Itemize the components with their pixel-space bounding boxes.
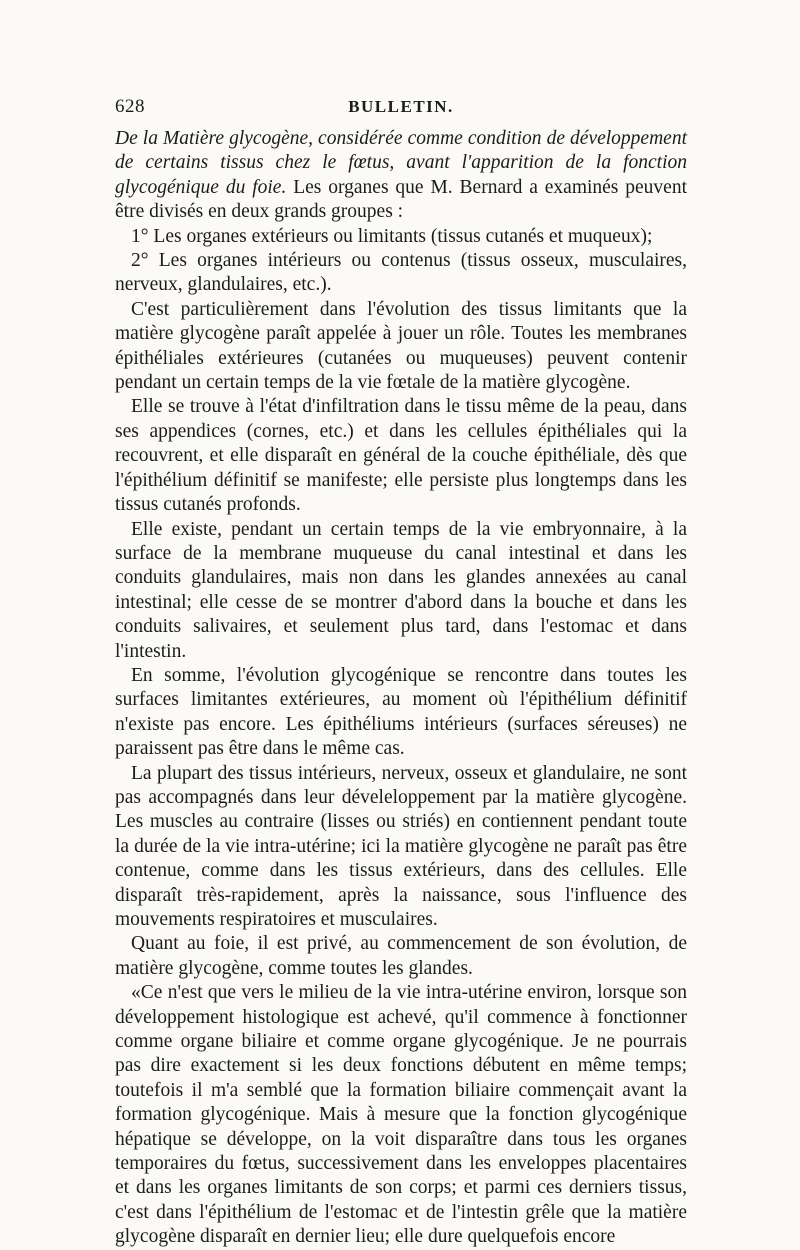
paragraph: En somme, l'évolution glycogénique se rencontre dans toutes les surfaces limitantes extérieures, au moment où l'épithélium définitif n'existe pas encore. Les épithéliums intérieurs (surfaces séreuses) ne paraissent pas être dans le même cas. [115,664,687,760]
paragraph: Quant au foie, il est privé, au commencement de son évolution, de matière glycogène, comme toutes les glandes. [115,933,687,979]
page-number: 628 [115,96,145,117]
paragraph: «Ce n'est que vers le milieu de la vie intra-utérine environ, lorsque son développement histologique est achevé, qu'il commence à fonctionner comme organe biliaire et comme organe glycogénique. Je ne pourrais pas dire exactement si les deux fonctions débutent en même temps; toutefois il m'a semblé que la formation biliaire commençait avant la formation glycogénique. Mais à mesure que la fonction glycogénique hépatique se développe, on la voit disparaître dans tous les organes temporaires du fœtus, successivement dans les enveloppes placentaires et dans les organes limitants de son corps; et parmi ces derniers tissus, c'est dans l'épithélium de l'estomac et de l'intestin grêle que la matière glycogène disparaît en dernier lieu; elle dure quelquefois encore [115,982,687,1248]
paragraph: La plupart des tissus intérieurs, nerveux, osseux et glandulaire, ne sont pas accompagnés dans leur déveleloppement par la matière glycogène. Les muscles au contraire (lisses ou striés) en contiennent pendant toute la durée de la vie intra-utérine; ici la matière glycogène ne paraît pas être contenue, comme dans les tissus extérieurs, dans des cellules. Elle disparaît très-rapidement, après la naissance, sous l'influence des mouvements respiratoires et musculaires. [115,762,687,930]
article-title: De la Matière glycogène, considérée comme condition de développement de certains tissus chez le fœtus, avant l'apparition de la fonction glycogénique du foie. [115,128,687,198]
paragraph: C'est particulièrement dans l'évolution des tissus limitants que la matière glycogène paraît appelée à jouer un rôle. Toutes les membranes épithéliales extérieures (cutanées ou muqueuses) peuvent contenir pendant un certain temps de la vie fœtale de la matière glycogène. [115,298,687,394]
paragraph: 2° Les organes intérieurs ou contenus (tissus osseux, musculaires, nerveux, glandulaires, etc.). [115,250,687,296]
paragraph-intro [115,127,687,225]
paragraph: Elle se trouve à l'état d'infiltration dans le tissu même de la peau, dans ses appendices (cornes, etc.) et dans les cellules épithéliales qui la recouvrent, et elle disparaît en général de la couche épithéliale, dès que l'épithélium définitif se manifeste; elle persiste plus longtemps dans les tissus cutanés profonds. [115,396,687,516]
paragraph: Elle existe, pendant un certain temps de la vie embryonnaire, à la surface de la membrane muqueuse du canal intestinal et dans les conduits glandulaires, mais non dans les glandes annexées au canal intestinal; elle cesse de se montrer d'abord dans la bouche et dans les conduits salivaires, et seulement plus tard, dans l'estomac et dans l'intestin. [115,518,687,662]
running-head: BULLETIN. [348,97,454,116]
article-body [115,127,687,1250]
page-header [115,96,687,122]
paragraph: 1° Les organes extérieurs ou limitants (tissus cutanés et muqueux); [131,225,653,247]
paragraph-text: Les organes que M. Bernard a examinés peuvent être divisés en deux grands groupes : [115,176,688,223]
